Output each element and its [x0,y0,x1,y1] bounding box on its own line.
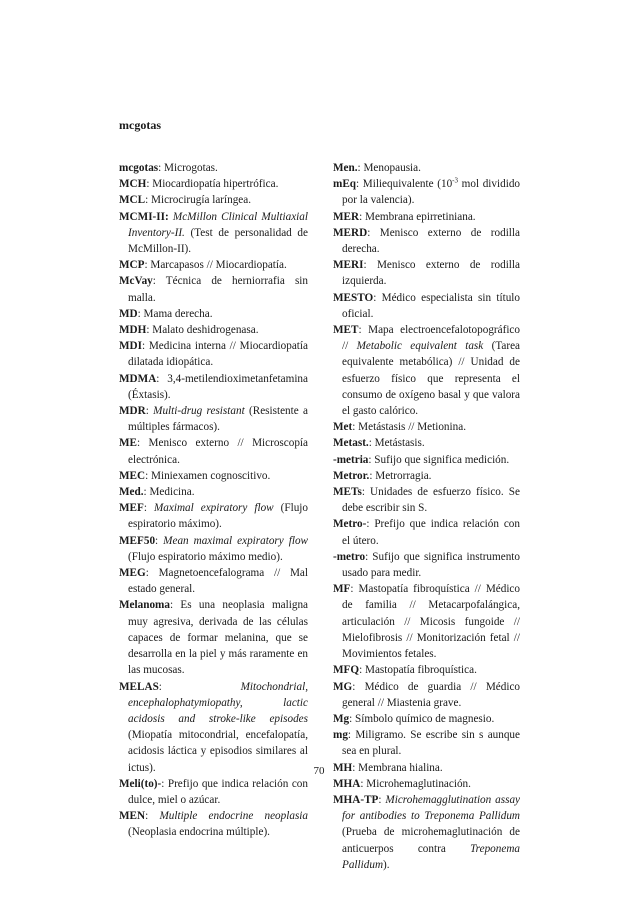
entry-term: MER [333,210,360,223]
entry-term: MEC [119,469,146,482]
entry-term: MF [333,583,351,596]
italic-term: Mean maximal expiratory flow [163,534,309,547]
entry-definition: : Símbolo químico de magnesio. [349,712,495,725]
exponent: -3 [452,176,459,185]
dictionary-entry [333,549,520,581]
italic-term: Treponema Pallidum [342,842,520,871]
entry-definition: : [155,534,164,547]
entry-term: mg [333,729,348,742]
dictionary-entry [119,306,308,322]
entry-definition: (Tarea equivalente metabólica) // Unidad de esfuerzo físico que representa el consumo de oxígeno basal y que valora el gasto calórico. [342,340,520,418]
entry-definition: : Miligramo. Se escribe sin s aunque sea en plural. [342,729,520,758]
entry-term: MG [333,680,353,693]
dictionary-entry [119,209,308,258]
entry-definition: : Membrana hialina. [352,761,443,774]
entry-definition: ). [383,858,390,871]
entry-definition: (Flujo espiratorio máximo medio). [128,550,283,563]
entry-definition: : Médico de guardia // Médico general // Miastenia grave. [342,680,520,709]
dictionary-entry [119,160,308,176]
dictionary-entry [333,468,520,484]
dictionary-entry [333,792,520,873]
dictionary-entry [333,516,520,548]
entry-definition: : Menisco externo de rodilla derecha. [342,226,520,256]
entry-term: -metria [333,453,369,466]
dictionary-entry [333,452,520,468]
entry-definition: : Medicina. [143,486,195,499]
dictionary-entry [333,176,520,208]
dictionary-entry [119,371,308,403]
entry-term: MHA [333,777,361,790]
dictionary-entry [119,468,308,484]
entry-definition: : Miocardiopatía hipertrófica. [146,178,279,191]
entry-term: MDMA [119,372,157,385]
entry-definition: (Resistente a múltiples fármacos). [128,405,308,434]
dictionary-entry [333,435,520,451]
entry-definition: : Metástasis // Metionina. [352,421,466,434]
entry-definition: : Metrorragia. [369,469,432,482]
italic-term: McMillon Clinical Multiaxial Inventory-II. [128,210,308,239]
entry-definition: : Miniexamen cognoscitivo. [145,469,271,482]
entry-term: Metast. [333,437,369,450]
dictionary-entry [119,257,308,273]
running-head: mcgotas [119,118,161,132]
entry-definition: : Unidades de esfuerzo físico. Se debe escribir sin S. [342,486,520,515]
dictionary-entry [333,419,520,435]
entry-term: MHA-TP [333,793,379,806]
entry-term: Met [333,421,353,434]
entry-definition: : Mapa electroencefalotopográfico // [342,324,520,353]
dictionary-entry [119,435,308,467]
entry-term: Med. [119,486,144,499]
entry-definition: : Malato deshidrogenasa. [146,324,259,337]
entry-definition: : [145,405,154,418]
italic-term: Metabolic equivalent task [356,340,484,353]
entry-term: -metro [333,550,366,563]
entry-definition: : Es una neoplasia maligna muy agresiva, derivada de las células capaces de formar melanina, que se desarrolla en la piel y más raramente en las mucosas. [128,599,308,677]
entry-term: mcgotas [119,162,159,174]
entry-definition: : Prefijo que indica relación con el útero. [342,518,520,547]
dictionary-entry [333,679,520,711]
entry-definition: : Sufijo que significa instrumento usado para medir. [342,550,520,580]
dictionary-entry [333,160,520,176]
entry-definition: : Médico especialista sin título oficial. [342,291,520,320]
dictionary-entry [119,565,308,597]
entry-term: MEG [119,567,146,580]
entry-definition: : Menisco externo de rodilla izquierda. [342,259,520,288]
dictionary-entry [333,290,520,322]
dictionary-entry [119,176,308,192]
entry-term: MD [119,307,138,320]
left-column [119,160,308,841]
dictionary-entry [333,322,520,419]
dictionary-entry [333,662,520,678]
dictionary-entry [119,500,308,532]
italic-term: Mitochondrial, encephalophatymiopathy, lactic acidosis and stroke-like episodes [128,680,308,725]
entry-definition: (Prueba de microhemaglutinación de anticuerpos contra [342,826,520,855]
entry-term: mEq [333,178,357,191]
dictionary-entry [119,679,308,776]
entry-definition: : Mastopatía fibroquística. [359,664,477,677]
dictionary-entry [119,273,308,305]
entry-term: MCMI-II: [119,210,169,223]
entry-definition: : Magnetoencefalograma // Mal estado general. [128,567,308,596]
dictionary-entry [333,257,520,289]
entry-term: MELAS [119,680,159,693]
italic-term: Maximal expiratory flow [153,502,274,515]
dictionary-entry [333,225,520,257]
dictionary-entry [119,322,308,338]
dictionary-entry [119,597,308,678]
dictionary-entry [119,808,308,840]
entry-term: MCH [119,178,147,191]
entry-definition: : Microcirugía laríngea. [145,194,252,207]
entry-definition: : Menisco externo // Microscopía electrónica. [128,437,308,466]
entry-definition: (Flujo espiratorio máximo). [128,502,308,531]
page-number: 70 [313,765,325,777]
entry-term: Mg [333,712,350,725]
entry-term: MEF50 [119,534,156,547]
entry-term: Meli(to)- [119,777,162,790]
dictionary-entry [333,776,520,792]
entry-term: MDI [119,340,142,353]
italic-term: Multiple endocrine neoplasia [159,810,308,823]
entry-term: McVay [119,275,153,288]
entry-definition: : Marcapasos // Miocardiopatía. [144,259,287,272]
dictionary-entry [119,776,308,808]
entry-definition: : Medicina interna // Miocardiopatía dilatada idiopática. [128,340,308,369]
dictionary-entry [119,484,308,500]
entry-definition: mol dividido por la valencia). [342,178,521,207]
entry-term: MDH [119,324,147,337]
italic-term: Microhemagglutination assay for antibodies to Treponema Pallidum [342,793,521,823]
entry-term: MEN [119,810,146,823]
entry-term: Men. [333,162,358,174]
entry-term: MDR [119,405,146,418]
entry-definition: : Sufijo que significa medición. [368,453,510,466]
dictionary-entry [119,192,308,208]
dictionary-entry [119,338,308,370]
entry-term: Melanoma [119,599,170,612]
entry-definition: : Microhemaglutinación. [360,777,471,790]
entry-term: MERD [333,226,368,239]
dictionary-entry [119,403,308,435]
entry-definition: : 3,4-metilendioximetanfetamina (Éxtasis). [128,372,308,401]
entry-definition: (Test de personalidad de McMillon-II). [128,226,308,256]
entry-definition: : [378,793,386,806]
dictionary-entry [333,711,520,727]
dictionary-entry [333,209,520,225]
entry-definition: : Microgotas. [158,162,218,174]
italic-term: Multi-drug resistant [153,405,245,418]
entry-term: Metror. [333,469,370,482]
entry-term: MFQ [333,664,360,677]
dictionary-entry [333,581,520,662]
entry-term: METs [333,486,362,499]
entry-definition: : Mama derecha. [137,307,213,320]
entry-definition: : [158,680,241,693]
entry-term: MH [333,761,353,774]
entry-definition: : Membrana epirretiniana. [359,210,476,223]
entry-definition: : Miliequivalente (10 [356,178,453,191]
entry-term: MCL [119,194,146,207]
entry-term: MET [333,324,359,337]
entry-definition: : Técnica de herniorrafia sin malla. [128,275,308,304]
entry-definition: : Prefijo que indica relación con dulce, miel o azúcar. [128,777,308,806]
entry-definition: : Metástasis. [368,437,425,450]
entry-definition: : [143,502,154,515]
entry-term: MEF [119,502,144,515]
entry-definition: : Mastopatía fibroquística // Médico de familia // Metacarpofalángica, articulación // Micosis fungoide // Mielofibrosis // Monitorización fetal // Movimientos fetales. [342,583,520,661]
dictionary-entry [333,484,520,516]
entry-term: ME [119,437,138,450]
entry-term: MESTO [333,291,374,304]
entry-definition: (Miopatía mitocondrial, encefalopatía, acidosis láctica y episodios similares al ictus). [128,729,308,774]
entry-term: Metro- [333,518,367,531]
dictionary-entry [119,533,308,565]
dictionary-entry [333,727,520,759]
entry-definition: : Menopausia. [357,162,421,174]
entry-definition: : [145,810,160,823]
entry-term: MERI [333,259,364,272]
entry-term: MCP [119,259,145,272]
entry-definition: (Neoplasia endocrina múltiple). [128,826,270,839]
